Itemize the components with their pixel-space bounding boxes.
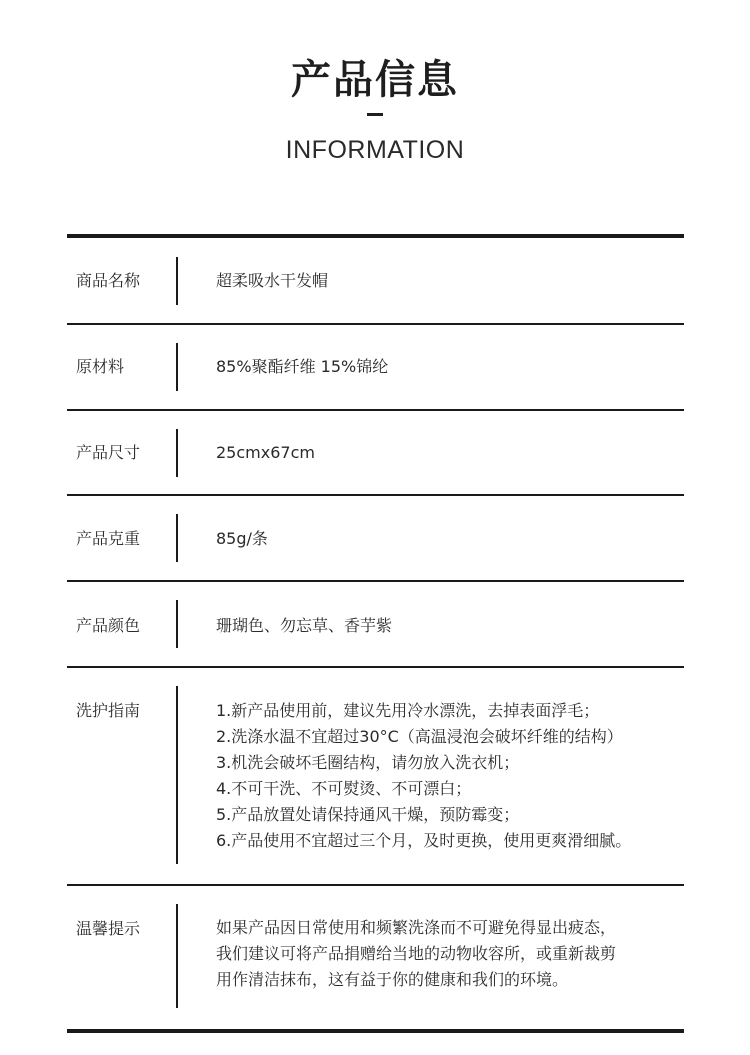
row-value-material: 85%聚酯纤维 15%锦纶 xyxy=(216,357,389,376)
column-separator xyxy=(176,429,178,477)
column-separator xyxy=(176,343,178,391)
column-separator xyxy=(176,257,178,305)
row-value-care-guide xyxy=(216,698,631,854)
table-top-border xyxy=(67,234,684,238)
row-divider xyxy=(67,323,684,325)
row-divider xyxy=(67,409,684,411)
care-guide-line: 6.产品使用不宜超过三个月，及时更换，使用更爽滑细腻。 xyxy=(216,831,632,850)
column-separator xyxy=(176,600,178,648)
column-separator xyxy=(176,514,178,562)
row-divider xyxy=(67,884,684,886)
row-label-tips: 温馨提示 xyxy=(76,919,141,938)
row-label-product-name: 商品名称 xyxy=(76,271,141,290)
care-guide-line: 5.产品放置处请保持通风干燥，预防霉变； xyxy=(216,805,520,824)
row-divider xyxy=(67,494,684,496)
row-value-product-name: 超柔吸水干发帽 xyxy=(216,271,329,290)
row-label-color: 产品颜色 xyxy=(76,616,141,635)
tips-line: 用作清洁抹布，这有益于你的健康和我们的环境。 xyxy=(216,970,569,989)
care-guide-line: 1.新产品使用前，建议先用冷水漂洗，去掉表面浮毛； xyxy=(216,701,600,720)
table-bottom-border xyxy=(67,1029,684,1033)
row-label-care-guide: 洗护指南 xyxy=(76,701,141,720)
row-divider xyxy=(67,666,684,668)
care-guide-line: 3.机洗会破坏毛圈结构，请勿放入洗衣机； xyxy=(216,753,520,772)
title-divider xyxy=(367,113,383,116)
row-label-weight: 产品克重 xyxy=(76,529,141,548)
column-separator xyxy=(176,686,178,864)
row-value-weight: 85g/条 xyxy=(216,529,268,548)
page-subtitle: INFORMATION xyxy=(285,136,465,164)
row-value-tips xyxy=(216,915,616,993)
row-label-size: 产品尺寸 xyxy=(76,443,141,462)
row-label-material: 原材料 xyxy=(76,357,125,376)
column-separator xyxy=(176,904,178,1008)
row-value-color: 珊瑚色、勿忘草、香芋紫 xyxy=(216,616,393,635)
page-title: 产品信息 xyxy=(291,57,459,103)
care-guide-line: 4.不可干洗、不可熨烫、不可漂白； xyxy=(216,779,472,798)
tips-line: 如果产品因日常使用和频繁洗涤而不可避免得显出疲态， xyxy=(216,918,617,937)
row-value-size: 25cmx67cm xyxy=(216,443,315,462)
tips-line: 我们建议可将产品捐赠给当地的动物收容所，或重新裁剪 xyxy=(216,944,617,963)
row-divider xyxy=(67,580,684,582)
care-guide-line: 2.洗涤水温不宜超过30°C（高温浸泡会破坏纤维的结构） xyxy=(216,727,623,746)
